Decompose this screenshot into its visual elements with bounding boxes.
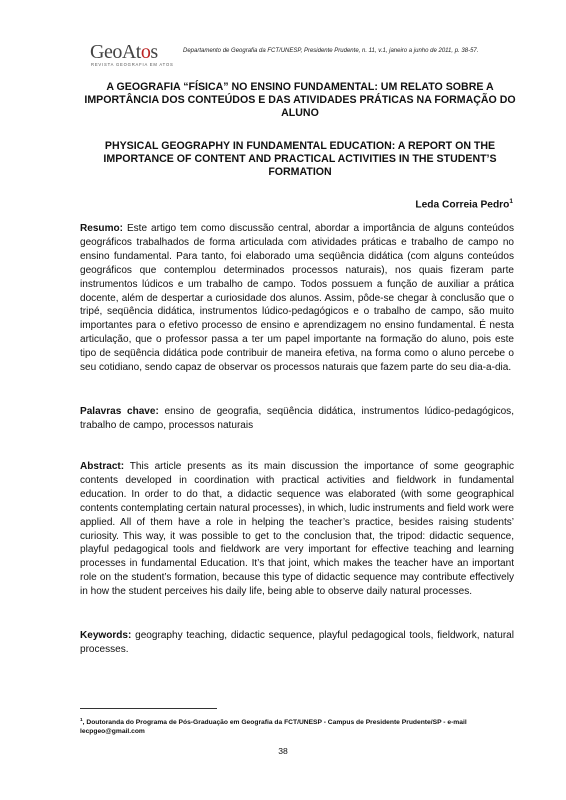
author-footnote-marker[interactable]: 1 <box>509 198 513 205</box>
abstract-label: Abstract: <box>80 461 125 472</box>
author-name: Leda Correia Pedro$^1$ <box>415 198 513 211</box>
title-english: PHYSICAL GEOGRAPHY IN FUNDAMENTAL EDUCATION: A REPORT ON THE IMPORTANCE OF CONTENT AND PRACTICAL ACTIVITIES IN THE STUDENT’S FORMATION <box>103 140 497 178</box>
palavras-chave-text: ensino de geografia, seqüência didática, instrumentos lúdico-pedagógicos, trabalho de campo, processos naturais <box>80 406 515 431</box>
journal-logo <box>90 42 180 68</box>
keywords-paragraph <box>80 629 514 657</box>
journal-reference: Departamento de Geografia da FCT/UNESP, Presidente Prudente, n. 11, v.1, janeiro a junho de 2011, p. 38-57. <box>183 48 479 54</box>
footnote-number: 1 <box>80 718 83 723</box>
abstract-text: This article presents as its main discussion the importance of some geographic contents developed in coordination with practical activities and fieldwork in fundamental education. In order to do that, a didactic sequence was elaborated (with some geographical contents contemplating certain natural processes), in which, ludic instruments and field work were applied. All of them have a role in helping the teacher’s practice, besides raising students’ curiosity. This way, it was possible to get to the conclusion that, the tripod: didactic sequence, playful pedagogical tools and fieldwork are very important for effective teaching and learning processes in fundamental Education. It’s that joint, which makes the teacher have an important role on the student’s formation, because this type of didactic sequence may contribute effectively in how the student perceives his daily life, being able to observe daily natural processes. <box>80 461 514 598</box>
palavras-chave-paragraph <box>80 405 514 433</box>
keywords-label: Keywords: <box>80 630 132 641</box>
resumo-text: Este artigo tem como discussão central, abordar a importância de alguns conteúdos geográficos trabalhados de forma articulada com atividades práticas e trabalho de campo no ensino fundamental. Para tanto, foi elaborado uma seqüência didática (com alguns conteúdos geográficos que contemplou determinados processos naturais), nos quais fizeram parte instrumentos lúdicos e um trabalho de campo. Todos possuem a função de auxiliar a prática docente, além de despertar a curiosidade dos alunos. Assim, pôde-se chegar à conclusão que o tripé, seqüência didática, instrumentos lúdico-pedagógicos e o trabalho de campo, são muito importantes para o efetivo processo de ensino e aprendizagem no ensino fundamental. É nesta articulação, que o professor passa a ter um papel importante na formação do aluno, pois este tipo de seqüência didática pode contribuir de maneira efetiva, na forma como o aluno percebe o seu cotidiano, sendo capaz de observar os processos naturais que fazem parte do seu dia-a-dia. <box>80 223 514 374</box>
title-portuguese: A GEOGRAFIA “FÍSICA” NO ENSINO FUNDAMENTAL: UM RELATO SOBRE A IMPORTÂNCIA DOS CONTEÚDOS E DAS ATIVIDADES PRÁTICAS NA FORMAÇÃO DO ALUNO <box>84 81 516 119</box>
footnote-text: , Doutoranda do Programa de Pós-Graduação em Geografia da FCT/UNESP - Campus de Presidente Prudente/SP - e-mail lecpgeo@gmail.com <box>80 719 467 736</box>
footnote-divider <box>80 708 217 709</box>
page-number: 38 <box>278 746 288 756</box>
abstract-paragraph <box>80 460 514 599</box>
resumo-label: Resumo: <box>80 223 123 234</box>
keywords-text: geography teaching, didactic sequence, playful pedagogical tools, fieldwork, natural processes. <box>80 630 514 655</box>
footnote <box>80 716 518 736</box>
palavras-chave-label: Palavras chave: <box>80 406 159 417</box>
resumo-paragraph <box>80 222 514 375</box>
logo-wordmark: GeoAtos <box>90 41 158 63</box>
logo-tagline: REVISTA GEOGRAFIA EM ATOS <box>91 62 174 67</box>
